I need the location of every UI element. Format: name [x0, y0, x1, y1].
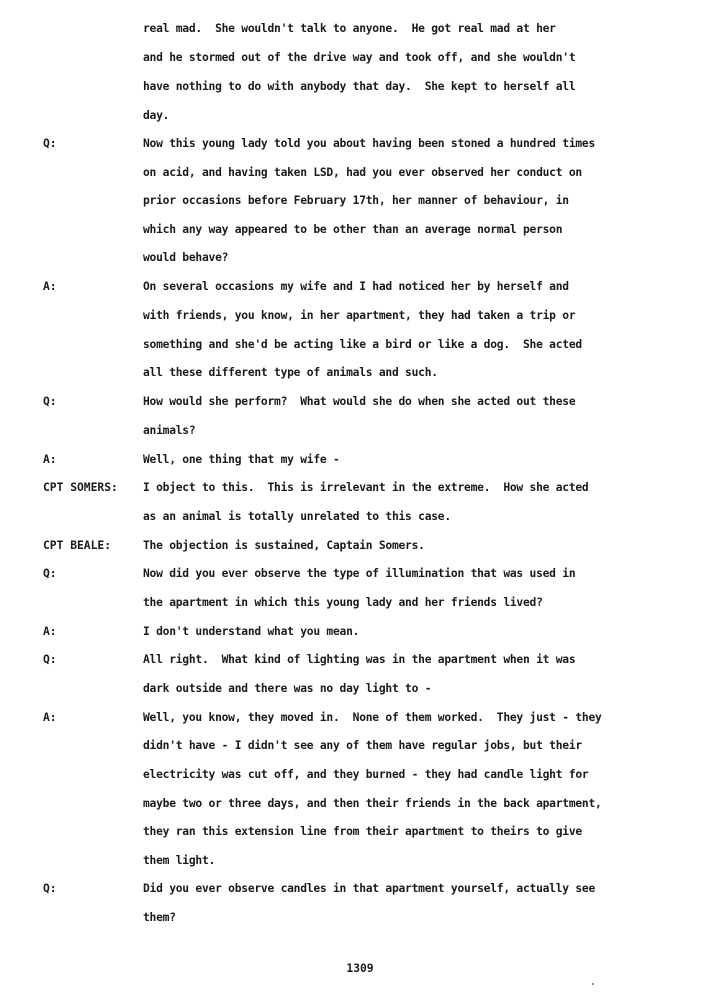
transcript-line: with friends, you know, in her apartment, they had taken a trip or	[143, 309, 576, 322]
transcript-line: Now did you ever observe the type of illumination that was used in	[143, 567, 576, 580]
transcript-line: they ran this extension line from their apartment to theirs to give	[143, 825, 582, 838]
transcript-line: as an animal is totally unrelated to this case.	[143, 510, 451, 523]
speaker-label: A:	[43, 280, 57, 293]
transcript-line: all these different type of animals and such.	[143, 366, 438, 379]
speaker-label: Q:	[43, 653, 57, 666]
transcript-line: On several occasions my wife and I had noticed her by herself and	[143, 280, 569, 293]
transcript-line: maybe two or three days, and then their friends in the back apartment,	[143, 797, 602, 810]
transcript-line: which any way appeared to be other than an average normal person	[143, 223, 563, 236]
transcript-line: I don't understand what you mean.	[143, 625, 360, 638]
transcript-line: real mad. She wouldn't talk to anyone. He got real mad at her	[143, 22, 556, 35]
transcript-line: have nothing to do with anybody that day. She kept to herself all	[143, 80, 576, 93]
speaker-label: A:	[43, 711, 57, 724]
scan-speck	[592, 983, 594, 985]
transcript-line: day.	[143, 109, 170, 122]
transcript-line: something and she'd be acting like a bird or like a dog. She acted	[143, 338, 582, 351]
speaker-label: CPT BEALE:	[43, 539, 112, 552]
speaker-label: Q:	[43, 882, 57, 895]
transcript-line: would behave?	[143, 251, 229, 264]
transcript-line: prior occasions before February 17th, her manner of behaviour, in	[143, 194, 569, 207]
transcript-line: the apartment in which this young lady and her friends lived?	[143, 596, 543, 609]
transcript-line: Well, one thing that my wife -	[143, 453, 340, 466]
transcript-line: dark outside and there was no day light to -	[143, 682, 432, 695]
transcript-line: The objection is sustained, Captain Somers.	[143, 539, 425, 552]
transcript-line: Now this young lady told you about having been stoned a hundred times	[143, 137, 596, 150]
transcript-line: All right. What kind of lighting was in the apartment when it was	[143, 653, 576, 666]
page-number: 1309	[346, 962, 374, 975]
speaker-label: A:	[43, 625, 57, 638]
transcript-line: them?	[143, 911, 176, 924]
speaker-label: Q:	[43, 137, 57, 150]
transcript-line: I object to this. This is irrelevant in the extreme. How she acted	[143, 481, 589, 494]
transcript-line: on acid, and having taken LSD, had you ever observed her conduct on	[143, 166, 582, 179]
transcript-line: How would she perform? What would she do when she acted out these	[143, 395, 576, 408]
transcript-line: them light.	[143, 854, 216, 867]
speaker-label: Q:	[43, 395, 57, 408]
speaker-label: A:	[43, 453, 57, 466]
transcript-line: Did you ever observe candles in that apartment yourself, actually see	[143, 882, 596, 895]
transcript-line: Well, you know, they moved in. None of them worked. They just - they	[143, 711, 602, 724]
transcript-line: and he stormed out of the drive way and took off, and she wouldn't	[143, 51, 576, 64]
transcript-line: animals?	[143, 424, 196, 437]
transcript-line: electricity was cut off, and they burned - they had candle light for	[143, 768, 589, 781]
speaker-label: Q:	[43, 567, 57, 580]
transcript-line: didn't have - I didn't see any of them have regular jobs, but their	[143, 739, 582, 752]
speaker-label: CPT SOMERS:	[43, 481, 118, 494]
